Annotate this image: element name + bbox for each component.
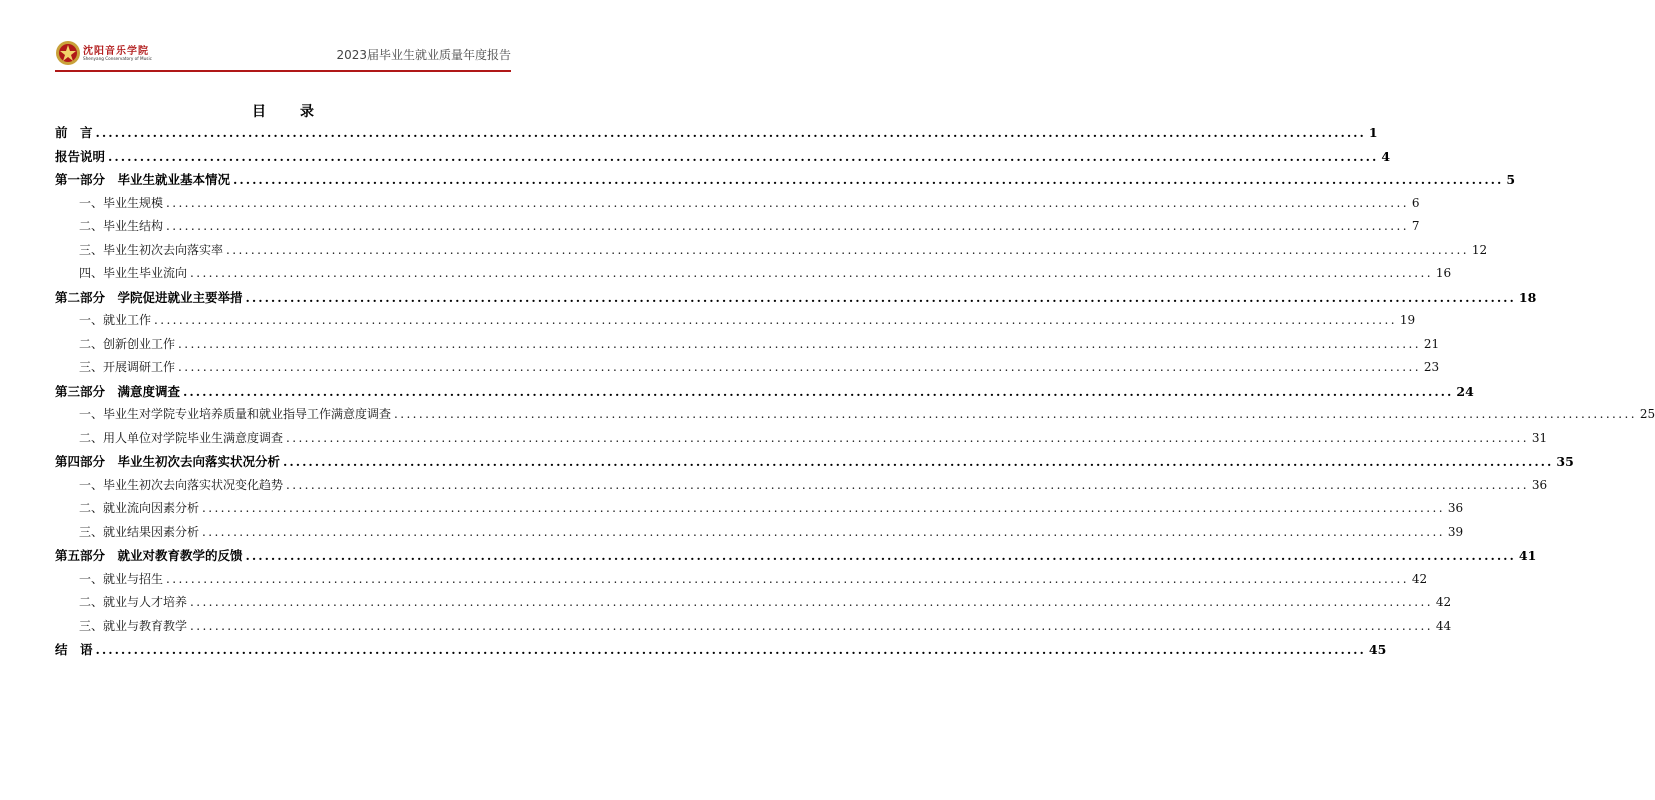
toc-entry-label: 三、毕业生初次去向落实率: [79, 242, 224, 257]
toc-subsection-entry[interactable]: [55, 192, 1420, 216]
toc-dot-leader: ........................................................................................................................................................................................................: [286, 477, 1529, 492]
toc-page-number: 31: [1531, 430, 1548, 445]
toc-page-number: 21: [1423, 336, 1440, 351]
toc-page-number: 42: [1435, 595, 1452, 609]
toc-dot-leader: ........................................................................................................................................................................................................: [190, 266, 1433, 280]
toc-section-entry[interactable]: [55, 450, 1574, 474]
toc-dot-leader: ........................................................................................................................................................................................................: [95, 642, 1366, 657]
toc-entry-label: 第一部分 毕业生就业基本情况: [55, 172, 231, 187]
toc-section-entry[interactable]: [55, 380, 1474, 404]
toc-entry-label: 二、用人单位对学院毕业生满意度调查: [79, 430, 284, 445]
toc-dot-leader: ........................................................................................................................................................................................................: [283, 454, 1554, 469]
toc-entry-label: 结 语: [55, 642, 93, 657]
toc-entry-label: 二、就业流向因素分析: [79, 501, 200, 515]
toc-dot-leader: ........................................................................................................................................................................................................: [190, 595, 1433, 609]
toc-subsection-entry[interactable]: [55, 403, 1655, 427]
toc-entry-label: 一、毕业生规模: [79, 195, 164, 210]
toc-entry-label: 三、就业与教育教学: [79, 618, 188, 633]
toc-section-entry[interactable]: [55, 168, 1516, 192]
toc-subsection-entry[interactable]: [55, 497, 1464, 521]
toc-page-number: 24: [1456, 383, 1474, 399]
toc-dot-leader: ........................................................................................................................................................................................................: [245, 548, 1516, 563]
toc-subsection-entry[interactable]: [55, 591, 1452, 615]
toc-page-number: 36: [1447, 501, 1464, 515]
logo-text-en: Shenyang Conservatory of Music: [83, 56, 152, 61]
toc-dot-leader: ........................................................................................................................................................................................................: [183, 383, 1454, 399]
toc-entry-label: 一、毕业生对学院专业培养质量和就业指导工作满意度调查: [79, 407, 392, 421]
toc-section-entry[interactable]: [55, 544, 1537, 568]
toc-page-number: 16: [1435, 266, 1452, 280]
toc-entry-label: 三、就业结果因素分析: [79, 524, 200, 539]
page-header: [55, 38, 511, 72]
toc-page-number: 18: [1518, 289, 1537, 305]
report-title: 2023届毕业生就业质量年度报告: [336, 48, 511, 62]
toc-entry-label: 一、就业与招生: [79, 571, 164, 586]
toc-dot-leader: ........................................................................................................................................................................................................: [108, 148, 1379, 164]
toc-page-number: 45: [1368, 642, 1387, 657]
toc-dot-leader: ........................................................................................................................................................................................................: [233, 172, 1504, 187]
toc-dot-leader: ........................................................................................................................................................................................................: [166, 571, 1409, 586]
toc-dot-leader: ........................................................................................................................................................................................................: [190, 618, 1433, 633]
toc-subsection-entry[interactable]: [55, 474, 1548, 498]
toc-page-number: 1: [1368, 125, 1378, 140]
toc-section-entry[interactable]: [55, 121, 1378, 145]
toc-page-number: 41: [1518, 548, 1537, 563]
toc-dot-leader: ........................................................................................................................................................................................................: [286, 430, 1529, 445]
college-logo: [55, 40, 165, 68]
toc-page-number: 12: [1471, 242, 1488, 257]
toc-dot-leader: ........................................................................................................................................................................................................: [226, 242, 1469, 257]
toc-dot-leader: ........................................................................................................................................................................................................: [202, 524, 1445, 539]
toc-entry-label: 报告说明: [55, 148, 106, 164]
toc-subsection-entry[interactable]: [55, 333, 1440, 357]
toc-page-number: 6: [1411, 195, 1420, 210]
toc-entry-label: 一、毕业生初次去向落实状况变化趋势: [79, 477, 284, 492]
toc-page-number: 25: [1639, 407, 1655, 421]
toc-entry-label: 第三部分 满意度调查: [55, 383, 181, 399]
toc-page-number: 36: [1531, 477, 1548, 492]
toc-entry-label: 第五部分 就业对教育教学的反馈: [55, 548, 243, 563]
toc-page-number: 4: [1381, 148, 1391, 164]
toc-dot-leader: ........................................................................................................................................................................................................: [202, 501, 1445, 515]
toc-page-number: 7: [1411, 219, 1420, 233]
toc-section-entry[interactable]: [55, 145, 1391, 169]
toc-entry-label: 一、就业工作: [79, 313, 152, 327]
toc-page-number: 19: [1399, 313, 1416, 327]
toc-dot-leader: ........................................................................................................................................................................................................: [166, 195, 1409, 210]
toc-title: 目 录: [252, 104, 324, 120]
toc-subsection-entry[interactable]: [55, 215, 1420, 239]
college-emblem-icon: [55, 40, 81, 66]
toc-subsection-entry[interactable]: [55, 568, 1428, 592]
toc-entry-label: 三、开展调研工作: [79, 360, 176, 374]
table-of-contents: [55, 121, 1655, 662]
toc-section-entry[interactable]: [55, 638, 1387, 662]
toc-subsection-entry[interactable]: [55, 262, 1452, 286]
toc-subsection-entry[interactable]: [55, 356, 1440, 380]
toc-dot-leader: ........................................................................................................................................................................................................: [178, 336, 1421, 351]
toc-page-number: 23: [1423, 360, 1440, 374]
toc-page-number: 39: [1447, 524, 1464, 539]
toc-page-number: 35: [1556, 454, 1574, 469]
toc-page-number: 44: [1435, 618, 1452, 633]
toc-subsection-entry[interactable]: [55, 615, 1452, 639]
toc-dot-leader: ........................................................................................................................................................................................................: [95, 125, 1366, 140]
toc-entry-label: 二、毕业生结构: [79, 219, 164, 233]
toc-subsection-entry[interactable]: [55, 309, 1416, 333]
toc-page-number: 5: [1506, 172, 1516, 187]
toc-dot-leader: ........................................................................................................................................................................................................: [394, 407, 1637, 421]
toc-section-entry[interactable]: [55, 286, 1537, 310]
toc-entry-label: 第四部分 毕业生初次去向落实状况分析: [55, 454, 281, 469]
toc-entry-label: 二、创新创业工作: [79, 336, 176, 351]
toc-subsection-entry[interactable]: [55, 427, 1548, 451]
toc-entry-label: 第二部分 学院促进就业主要举措: [55, 289, 243, 305]
toc-entry-label: 四、毕业生毕业流向: [79, 266, 188, 280]
toc-dot-leader: ........................................................................................................................................................................................................: [154, 313, 1397, 327]
header-divider: [55, 70, 511, 72]
toc-dot-leader: ........................................................................................................................................................................................................: [178, 360, 1421, 374]
toc-page-number: 42: [1411, 571, 1428, 586]
toc-subsection-entry[interactable]: [55, 521, 1464, 545]
toc-dot-leader: ........................................................................................................................................................................................................: [245, 289, 1516, 305]
toc-subsection-entry[interactable]: [55, 239, 1488, 263]
toc-entry-label: 前 言: [55, 125, 93, 140]
toc-entry-label: 二、就业与人才培养: [79, 595, 188, 609]
logo-text-cn: 沈阳音乐学院: [83, 46, 149, 57]
toc-dot-leader: ........................................................................................................................................................................................................: [166, 219, 1409, 233]
